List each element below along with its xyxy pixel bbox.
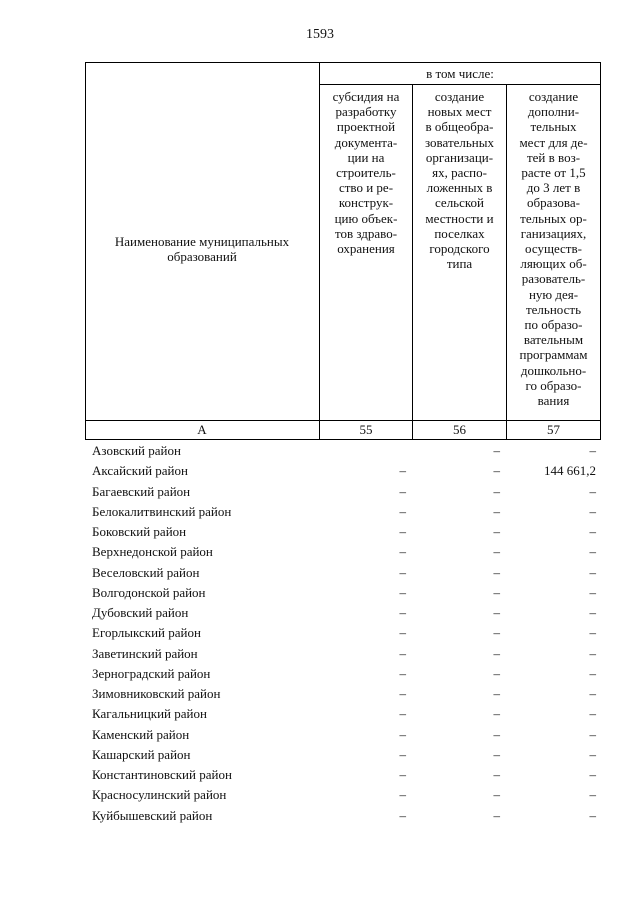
col55-line: субсидия на (332, 89, 400, 104)
col56-line: ложенных в (426, 180, 493, 196)
table-row (92, 684, 596, 704)
col56-line: создание (434, 89, 485, 104)
row-name: Куйбышевский район (92, 807, 213, 823)
col57-line: программам (519, 347, 588, 363)
col56-line: ях, распо- (432, 165, 487, 181)
row-value-56: – (493, 767, 500, 782)
row-value-56: – (493, 726, 500, 742)
col55-line: ство и ре- (338, 180, 394, 196)
row-name: Кашарский район (92, 746, 191, 762)
col57-line: тельность (525, 301, 582, 317)
col55-line: проектной (336, 119, 396, 135)
col55-line: строитель- (336, 165, 396, 181)
table-row (92, 623, 596, 643)
row-name: Белокалитвинский район (92, 503, 232, 519)
row-value-55: – (399, 524, 406, 539)
row-value-56: – (493, 706, 500, 722)
col57-line: тельных ор- (520, 210, 587, 226)
row-value-57: – (589, 645, 596, 661)
index-55: 55 (359, 422, 373, 437)
row-value-57: – (589, 686, 596, 701)
col55-line: ции на (347, 149, 385, 165)
table-row (92, 563, 596, 583)
column-57-header (507, 89, 600, 408)
col55-line: тов здраво- (334, 225, 398, 241)
row-value-56: – (493, 524, 500, 539)
row-value-56: – (493, 746, 500, 762)
row-value-55: – (399, 483, 406, 499)
header-index-rule (85, 420, 601, 421)
row-value-56: – (493, 503, 500, 519)
row-value-55: – (399, 706, 406, 722)
row-value-55: – (399, 544, 406, 560)
col57-line: ляющих об- (520, 256, 587, 272)
row-value-57: 144 661,2 (544, 463, 596, 479)
row-value-55: – (399, 665, 406, 681)
col57-line: расте от 1,5 (521, 165, 586, 181)
row-name: Боковский район (92, 524, 187, 539)
group-rule (319, 84, 601, 85)
table-row (92, 542, 596, 562)
col57-line: тей в воз- (526, 149, 581, 165)
row-value-56: – (493, 463, 500, 479)
table-row (92, 522, 596, 542)
row-name: Каменский район (92, 726, 190, 742)
row-value-56: – (493, 625, 500, 641)
col56-line: зовательных (424, 134, 495, 150)
row-value-55: – (399, 564, 406, 580)
index-57: 57 (547, 422, 560, 437)
table-row (92, 664, 596, 684)
row-value-57: – (589, 605, 596, 620)
index-a: А (197, 422, 207, 437)
table-row (92, 461, 596, 481)
col57-line: разователь- (521, 271, 586, 287)
table-row (92, 583, 596, 603)
row-value-57: – (589, 746, 596, 762)
col56-line: организаци- (425, 149, 494, 165)
row-value-56: – (493, 564, 500, 580)
row-name: Заветинский район (92, 645, 198, 661)
col57-line: создание (528, 89, 579, 104)
index-56: 56 (453, 422, 466, 437)
row-value-57: – (589, 483, 596, 499)
row-value-56: – (493, 787, 500, 803)
table-row (92, 482, 596, 502)
col57-line: вательным (523, 332, 584, 348)
row-value-55: – (399, 807, 406, 823)
row-name: Багаевский район (92, 483, 191, 499)
row-name: Зерноградский район (92, 665, 211, 681)
row-value-56: – (493, 605, 500, 620)
table-row (92, 603, 596, 623)
table-row (92, 785, 596, 805)
row-name: Веселовский район (92, 564, 200, 580)
group-header: в том числе: (426, 66, 494, 81)
row-value-57: – (589, 524, 596, 539)
row-value-56: – (493, 665, 500, 681)
col57-line: го образо- (525, 377, 582, 393)
row-value-56: – (493, 686, 500, 701)
table-row (92, 725, 596, 745)
col56-line: сельской (435, 195, 484, 211)
col55-line: охранения (337, 241, 395, 257)
row-value-57: – (589, 767, 596, 782)
header-top-rule (85, 62, 601, 63)
row-value-56: – (493, 584, 500, 600)
col57-line: ганизациях, (520, 225, 587, 241)
row-value-57: – (589, 503, 596, 519)
table-row (92, 745, 596, 765)
col56-line: новых мест (427, 104, 492, 120)
row-value-55: – (399, 726, 406, 742)
row-value-56: – (493, 645, 500, 661)
column-name-header: Наименование муниципальных образований (114, 234, 290, 265)
table-row (92, 704, 596, 724)
row-value-57: – (589, 544, 596, 560)
row-name: Красносулинский район (92, 787, 227, 803)
row-value-57: – (589, 443, 596, 458)
table-header (85, 62, 601, 440)
row-name: Зимовниковский район (92, 686, 221, 701)
table-row (92, 441, 596, 461)
col56-line: в общеобра- (425, 119, 494, 135)
row-value-55: – (399, 746, 406, 762)
row-name: Волгодонской район (92, 584, 206, 600)
row-name: Аксайский район (92, 463, 188, 479)
table-row (92, 765, 596, 785)
row-value-56: – (493, 483, 500, 499)
table-row (92, 644, 596, 664)
col57-line: тельных (530, 119, 577, 135)
row-name: Егорлыкский район (92, 625, 201, 641)
row-value-56: – (493, 443, 500, 458)
row-name: Верхнедонской район (92, 544, 213, 560)
col56-line: типа (446, 256, 473, 272)
rule-left (85, 62, 86, 440)
col57-line: мест для де- (519, 134, 588, 150)
row-value-57: – (589, 564, 596, 580)
column-56-header (413, 89, 506, 271)
row-value-57: – (589, 807, 596, 823)
col56-line: поселках (434, 225, 485, 241)
row-value-57: – (589, 665, 596, 681)
col57-line: образова- (526, 195, 580, 211)
rule-right (600, 62, 601, 440)
col56-line: городского (429, 241, 490, 257)
row-value-55: – (399, 503, 406, 519)
row-value-55: – (399, 645, 406, 661)
row-value-57: – (589, 584, 596, 600)
col55-line: документа- (334, 134, 398, 150)
col56-line: местности и (425, 210, 494, 226)
col55-line: цию объек- (334, 210, 398, 226)
row-value-55: – (399, 625, 406, 641)
col57-line: до 3 лет в (526, 180, 581, 196)
col57-line: вания (537, 393, 570, 409)
row-value-55: – (399, 605, 406, 620)
col57-line: осуществ- (525, 241, 582, 257)
row-name: Константиновский район (92, 767, 232, 782)
row-value-57: – (589, 706, 596, 722)
col57-line: по образо- (524, 317, 583, 333)
row-value-56: – (493, 544, 500, 560)
row-value-56: – (493, 807, 500, 823)
row-value-55: – (399, 463, 406, 479)
row-value-55: – (399, 787, 406, 803)
col57-line: дошкольно- (520, 362, 587, 378)
column-55-header (320, 89, 412, 256)
row-value-57: – (589, 787, 596, 803)
col57-line: дополни- (527, 104, 580, 120)
row-value-57: – (589, 625, 596, 641)
row-value-55: – (399, 686, 406, 701)
row-name: Азовский район (92, 443, 181, 458)
row-name: Дубовский район (92, 605, 189, 620)
row-value-55: – (399, 584, 406, 600)
page-number: 1593 (306, 27, 334, 42)
row-value-57: – (589, 726, 596, 742)
col55-line: конструк- (338, 195, 394, 211)
col57-line: ную дея- (528, 286, 579, 302)
header-bottom-rule (85, 439, 601, 440)
row-name: Кагальницкий район (92, 706, 207, 722)
row-value-55: – (399, 767, 406, 782)
col55-line: разработку (335, 104, 397, 120)
table-row (92, 806, 596, 826)
table-row (92, 502, 596, 522)
